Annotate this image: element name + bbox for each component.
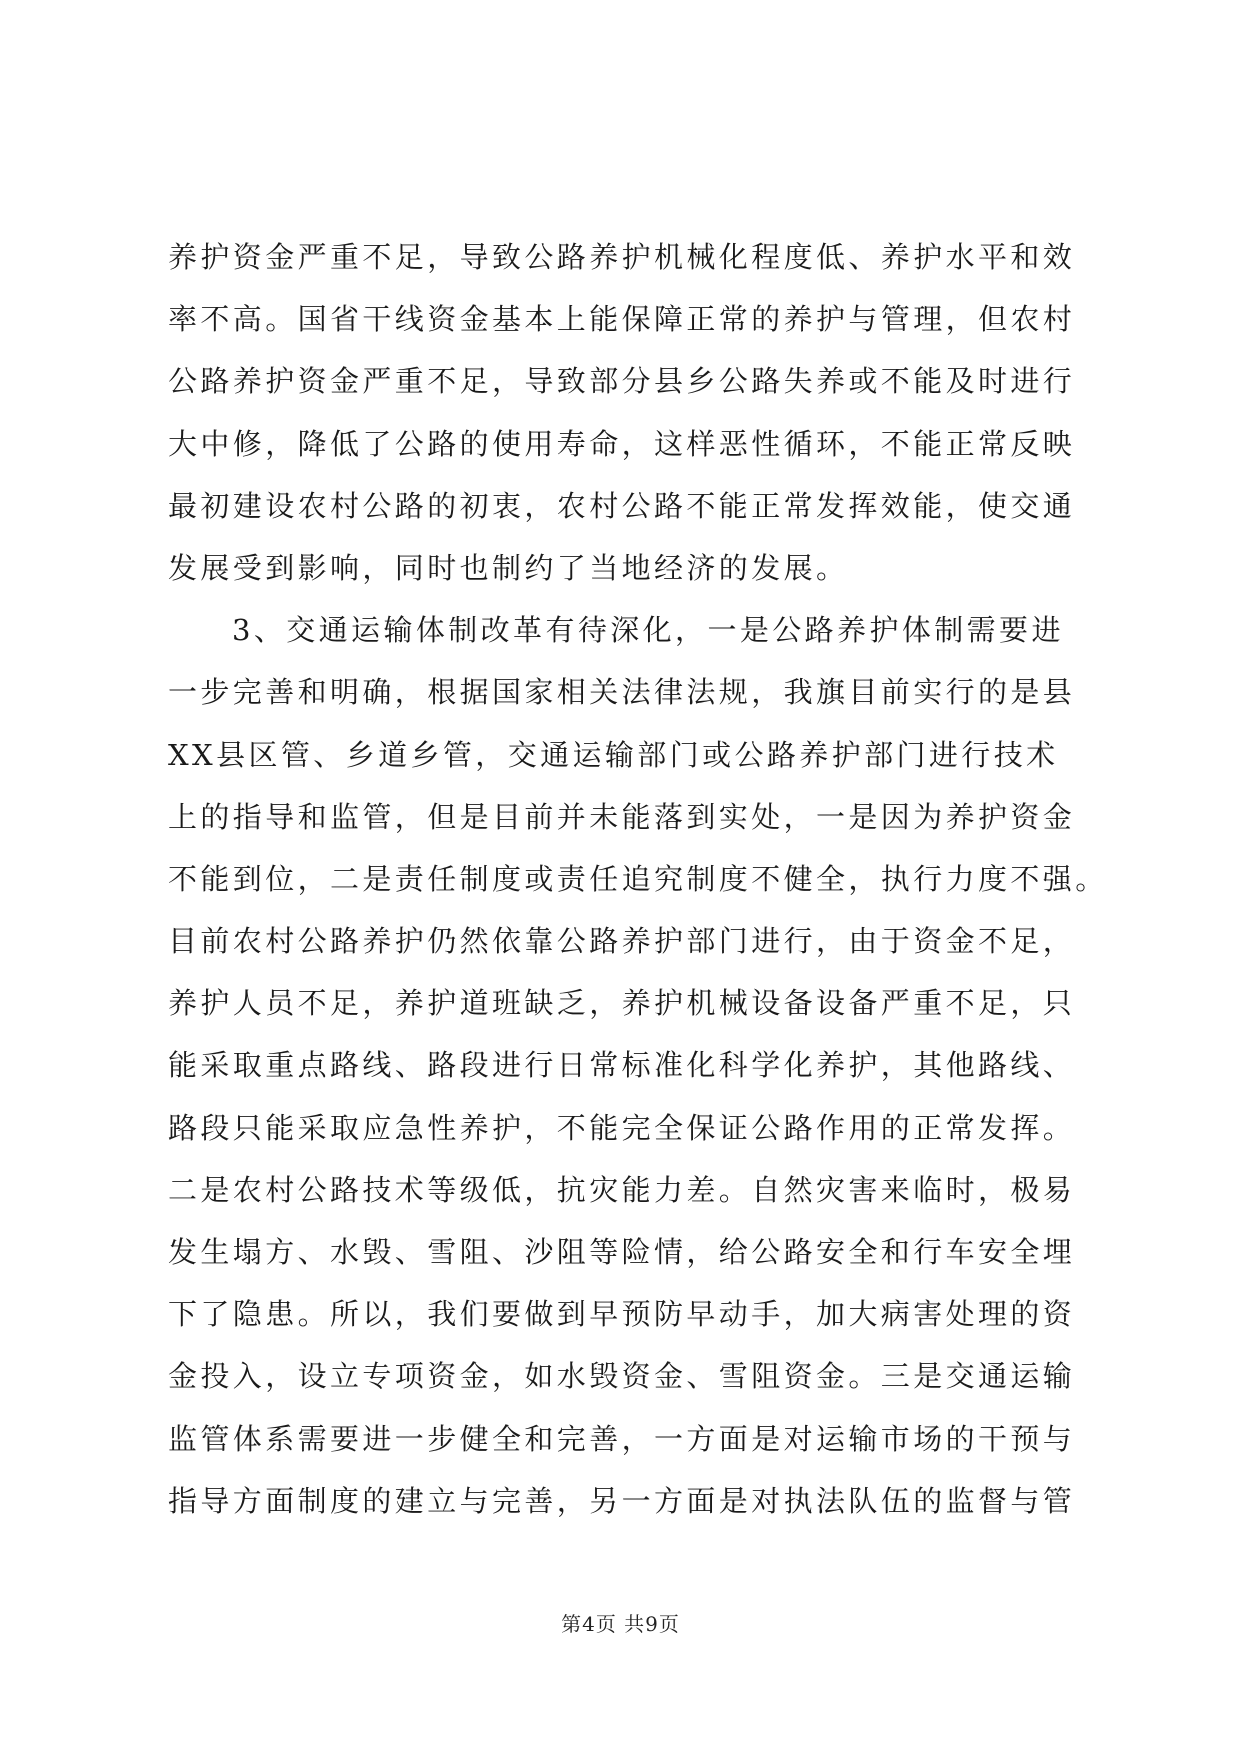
text-line: 指导方面制度的建立与完善，另一方面是对执法队伍的监督与管 xyxy=(168,1483,1076,1518)
text-line: 监管体系需要进一步健全和完善，一方面是对运输市场的干预与 xyxy=(168,1421,1076,1456)
text-line: 一步完善和明确，根据国家相关法律法规，我旗目前实行的是县 xyxy=(168,675,1076,710)
text-line: 二是农村公路技术等级低，抗灾能力差。自然灾害来临时，极易 xyxy=(168,1172,1076,1207)
text-line: 路段只能采取应急性养护，不能完全保证公路作用的正常发挥。 xyxy=(168,1110,1076,1145)
paragraph-start-line: 3、交通运输体制改革有待深化，一是公路养护体制需要进 xyxy=(232,613,1064,648)
text-line: 目前农村公路养护仍然依靠公路养护部门进行，由于资金不足， xyxy=(168,924,1076,959)
text-line: 发展受到影响，同时也制约了当地经济的发展。 xyxy=(168,550,849,585)
text-line: XX县区管、乡道乡管，交通运输部门或公路养护部门进行技术 xyxy=(168,737,1059,772)
text-line: 养护资金严重不足，导致公路养护机械化程度低、养护水平和效 xyxy=(168,240,1076,274)
text-line: 金投入，设立专项资金，如水毁资金、雪阻资金。三是交通运输 xyxy=(168,1359,1076,1394)
text-line: 率不高。国省干线资金基本上能保障正常的养护与管理，但农村 xyxy=(168,302,1076,337)
text-line: 不能到位，二是责任制度或责任追究制度不健全，执行力度不强。 xyxy=(168,861,1108,896)
text-line: 下了隐患。所以，我们要做到早预防早动手，加大病害处理的资 xyxy=(168,1297,1076,1332)
text-line: 能采取重点路线、路段进行日常标准化科学化养护，其他路线、 xyxy=(168,1048,1076,1083)
page-number-footer: 第4页 共9页 xyxy=(561,1612,680,1636)
body-text xyxy=(168,226,1108,1532)
text-line: 养护人员不足，养护道班缺乏，养护机械设备设备严重不足，只 xyxy=(168,986,1076,1021)
text-line: 发生塌方、水毁、雪阻、沙阻等险情，给公路安全和行车安全埋 xyxy=(168,1235,1076,1269)
text-line: 大中修，降低了公路的使用寿命，这样恶性循环，不能正常反映 xyxy=(168,426,1076,461)
text-line: 公路养护资金严重不足，导致部分县乡公路失养或不能及时进行 xyxy=(168,364,1076,399)
text-line: 最初建设农村公路的初衷，农村公路不能正常发挥效能，使交通 xyxy=(168,488,1076,523)
text-line: 上的指导和监管，但是目前并未能落到实处，一是因为养护资金 xyxy=(168,799,1076,834)
